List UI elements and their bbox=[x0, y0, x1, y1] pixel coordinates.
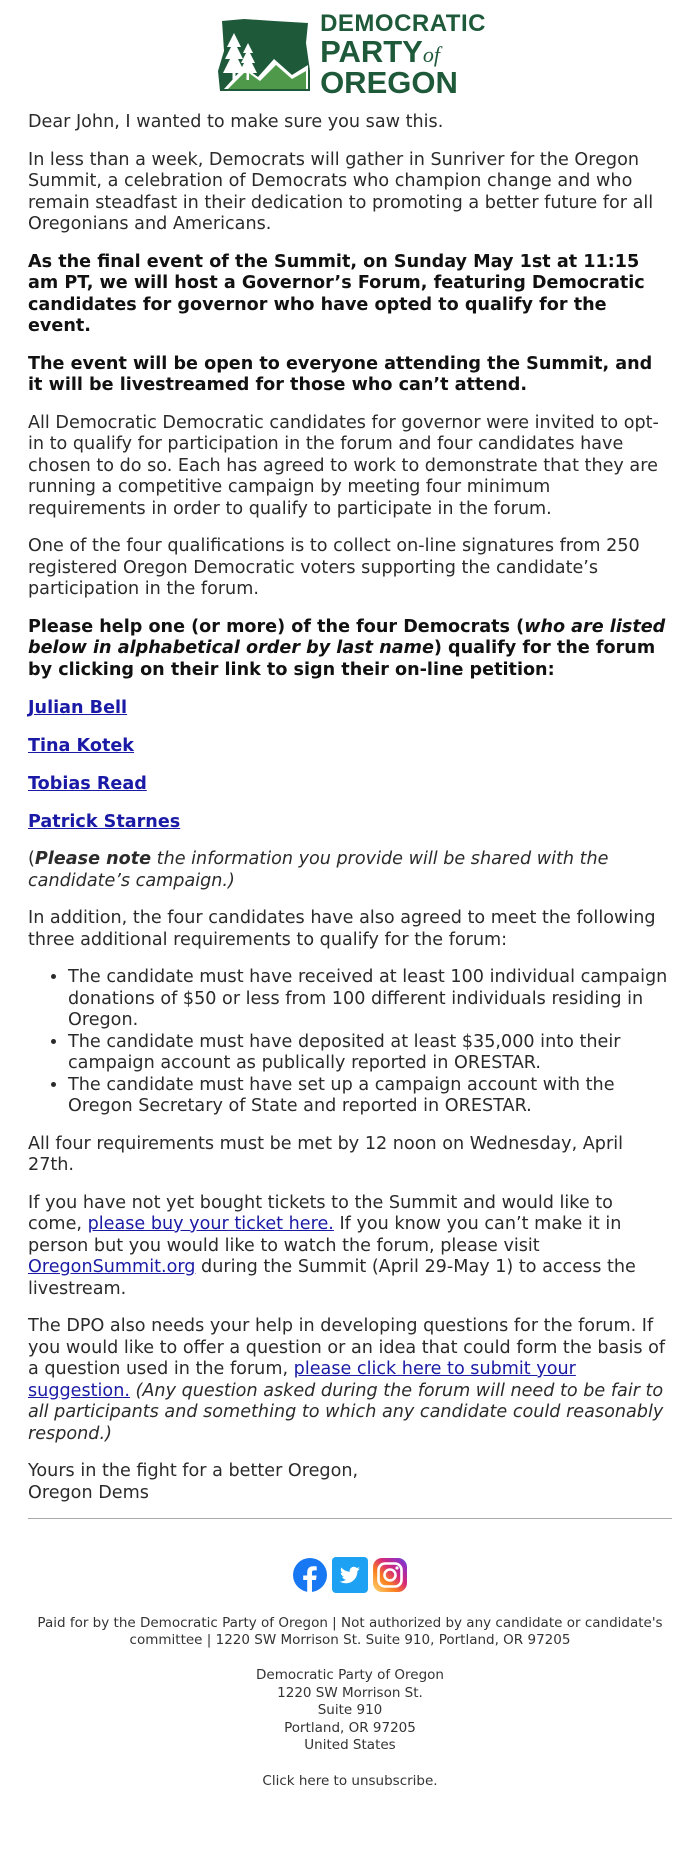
address-line: 1220 SW Morrison St. bbox=[277, 1684, 423, 1701]
candidate-link-tobias-read[interactable]: Tobias Read bbox=[28, 774, 147, 794]
logo-line-party bbox=[320, 36, 486, 67]
privacy-note bbox=[28, 849, 672, 892]
logo-line-democratic: DEMOCRATIC bbox=[320, 10, 486, 37]
questions-fairness-note: (Any question asked during the forum will need to be fair to all participants and something to which any candidate could reasonably respond.) bbox=[28, 1380, 664, 1444]
social-links bbox=[28, 1557, 672, 1593]
livestream-announcement: The event will be open to everyone attending the Summit, and it will be livestreamed for those who can’t attend. bbox=[28, 353, 653, 395]
tickets-text-2: If you know you can’t make it in person but you would like to watch the forum, please visit bbox=[28, 1214, 622, 1256]
list-item: • The candidate must have set up a campaign account with the Oregon Secretary of State and reported in ORESTAR. bbox=[68, 1075, 672, 1118]
buy-ticket-link[interactable]: please buy your ticket here. bbox=[87, 1214, 334, 1234]
cta-text-italic: who are listed below in alphabetical order by last name bbox=[28, 616, 666, 658]
address-line: Portland, OR 97205 bbox=[284, 1719, 416, 1736]
petition-call-to-action bbox=[28, 617, 672, 682]
cta-text-end: ) qualify for the forum by clicking on their link to sign their on-line petition: bbox=[28, 638, 656, 680]
logo-line-oregon: OREGON bbox=[320, 65, 458, 100]
oregon-state-tree-logo-icon bbox=[214, 15, 314, 95]
signature: Oregon Dems bbox=[28, 1482, 149, 1503]
divider bbox=[28, 1518, 672, 1519]
candidates-paragraph: All Democratic Democratic candidates for governor were invited to opt-in to qualify for participation in the forum and four candidates have chosen to do so. Each has agreed to work to demonstrate that they are running a competitive campaign by meeting four minimum requirements in order to qualify to participate in the forum. bbox=[28, 412, 659, 519]
candidate-link-julian-bell[interactable]: Julian Bell bbox=[28, 698, 128, 718]
intro-paragraph: In less than a week, Democrats will gather in Sunriver for the Oregon Summit, a celebration of Democrats who champion change and who remain steadfast in their dedication to promoting a better future for all Oregonians and Americans. bbox=[28, 149, 654, 234]
note-text: the information you provide will be shared with the candidate’s campaign.) bbox=[28, 849, 609, 891]
greeting: Dear John, I wanted to make sure you saw this. bbox=[28, 112, 444, 132]
twitter-icon[interactable] bbox=[332, 1557, 368, 1593]
closing-line: Yours in the fight for a better Oregon, bbox=[28, 1461, 359, 1481]
deadline-paragraph: All four requirements must be met by 12 noon on Wednesday, April 27th. bbox=[28, 1133, 623, 1175]
address-line: Suite 910 bbox=[317, 1702, 383, 1718]
forum-announcement: As the final event of the Summit, on Sunday May 1st at 11:15 am PT, we will host a Governor’s Forum, featuring Democratic candidates for governor who have opted to qualify for the event. bbox=[28, 251, 645, 336]
questions-text: The DPO also needs your help in developing questions for the forum. If you would like to offer a question or an idea that could form the basis of a question used in the forum, bbox=[28, 1316, 666, 1379]
note-open-paren: ( bbox=[28, 849, 35, 869]
candidate-link-tina-kotek[interactable]: Tina Kotek bbox=[28, 736, 135, 756]
footer bbox=[28, 1615, 672, 1790]
mailing-address bbox=[28, 1667, 672, 1755]
cta-text-start: Please help one (or more) of the four Democrats ( bbox=[28, 616, 525, 637]
address-line: Democratic Party of Oregon bbox=[256, 1667, 444, 1683]
instagram-icon[interactable] bbox=[372, 1557, 408, 1593]
unsubscribe-link[interactable]: Click here to unsubscribe. bbox=[262, 1772, 438, 1789]
paid-for-disclaimer: Paid for by the Democratic Party of Oregon | Not authorized by any candidate or candidate's committee | 1220 SW Morrison St. Suite 910, Portland, OR 97205 bbox=[37, 1615, 663, 1648]
qualification-paragraph: One of the four qualifications is to collect on-line signatures from 250 registered Oregon Democratic voters supporting the candidate’s participation in the forum. bbox=[28, 536, 640, 599]
logo-wordmark bbox=[320, 12, 486, 98]
dpo-logo[interactable] bbox=[28, 12, 672, 98]
email-container bbox=[28, 0, 672, 1790]
additional-requirements-intro: In addition, the four candidates have also agreed to meet the following three additional requirements to qualify for the forum: bbox=[28, 908, 656, 950]
sign-off bbox=[28, 1461, 672, 1504]
requirements-list bbox=[28, 967, 672, 1118]
logo-party-word: PARTY bbox=[320, 34, 423, 69]
tickets-paragraph bbox=[28, 1193, 672, 1301]
questions-paragraph bbox=[28, 1316, 672, 1445]
oregon-summit-link[interactable]: OregonSummit.org bbox=[28, 1257, 196, 1277]
list-item: • The candidate must have deposited at least $35,000 into their campaign account as publically reported in ORESTAR. bbox=[68, 1032, 672, 1075]
note-label: Please note bbox=[34, 849, 152, 869]
submit-suggestion-link[interactable]: please click here to submit your suggestion. bbox=[28, 1359, 576, 1401]
list-item: • The candidate must have received at least 100 individual campaign donations of $50 or less from 100 different individuals residing in Oregon. bbox=[68, 967, 672, 1032]
candidate-link-patrick-starnes[interactable]: Patrick Starnes bbox=[28, 812, 181, 832]
tickets-text-1: If you have not yet bought tickets to the Summit and would like to come, bbox=[28, 1192, 613, 1234]
logo-of-word: of bbox=[422, 42, 440, 67]
facebook-icon[interactable] bbox=[292, 1557, 328, 1593]
address-line: United States bbox=[304, 1737, 396, 1753]
tickets-text-3: during the Summit (April 29-May 1) to access the livestream. bbox=[28, 1257, 636, 1299]
